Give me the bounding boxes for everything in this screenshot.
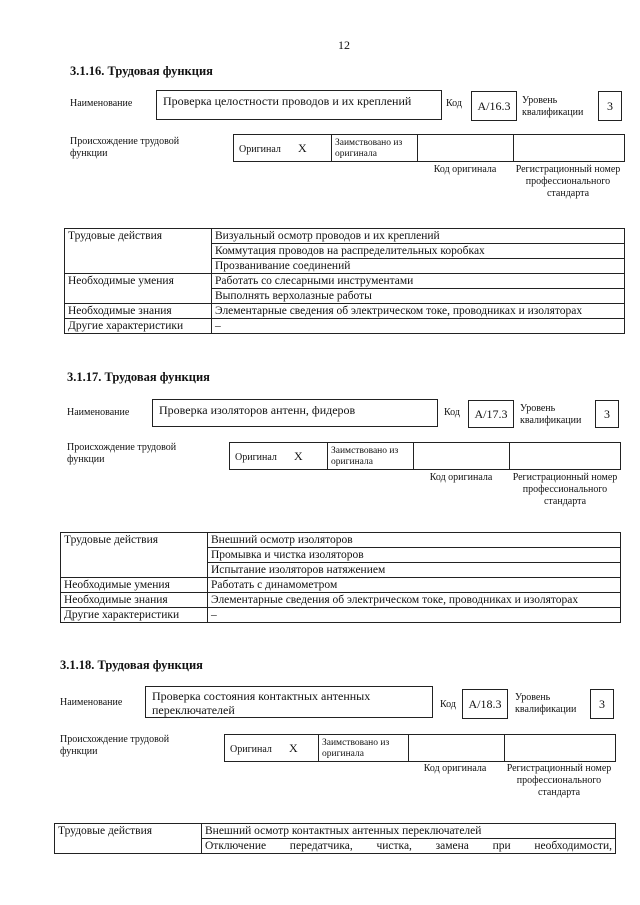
original-label: Оригинал	[230, 744, 272, 755]
code-original-label: Код оригинала	[433, 164, 497, 175]
code-label: Код	[444, 407, 460, 418]
origin-label: Происхождение трудовой функции	[70, 136, 180, 159]
other-label: Другие характеристики	[65, 319, 212, 334]
action-item: Отключение передатчика, чистка, замена при необходимости,	[202, 839, 616, 854]
level-label: Уровень квалификации	[522, 95, 584, 118]
action-item: Внешний осмотр изоляторов	[208, 533, 621, 548]
origin-table	[233, 134, 625, 162]
function-title: 3.1.16. Трудовая функция	[70, 64, 213, 78]
code-label: Код	[440, 699, 456, 710]
origin-label: Происхождение трудовой функции	[67, 442, 177, 465]
function-code: A/17.3	[468, 400, 514, 428]
function-code: A/18.3	[462, 689, 508, 719]
reg-number-label: Регистрационный номер профессионального стандарта	[512, 472, 618, 507]
knowledge-label: Необходимые знания	[61, 593, 208, 608]
knowledge-label: Необходимые знания	[65, 304, 212, 319]
other-value: –	[208, 608, 621, 623]
skill-item: Работать с динамометром	[208, 578, 621, 593]
function-name: Проверка целостности проводов и их креплений	[156, 90, 442, 120]
skills-label: Необходимые умения	[61, 578, 208, 593]
function-level: 3	[595, 400, 619, 428]
original-label: Оригинал	[235, 452, 277, 463]
code-original-label: Код оригинала	[429, 472, 493, 483]
knowledge-item: Элементарные сведения об электрическом токе, проводниках и изоляторах	[212, 304, 625, 319]
function-details-table	[54, 823, 616, 854]
function-name: Проверка состояния контактных антенных переключателей	[145, 686, 433, 718]
original-mark: X	[294, 449, 303, 463]
code-original-label: Код оригинала	[423, 763, 487, 774]
other-value: –	[212, 319, 625, 334]
borrowed-label: Заимствовано из оригинала	[322, 738, 390, 759]
function-title: 3.1.17. Трудовая функция	[67, 370, 210, 384]
origin-table	[229, 442, 621, 470]
skills-label: Необходимые умения	[65, 274, 212, 304]
action-item: Промывка и чистка изоляторов	[208, 548, 621, 563]
function-level: 3	[598, 91, 622, 121]
labor-actions-label: Трудовые действия	[65, 229, 212, 274]
function-code: A/16.3	[471, 91, 517, 121]
function-details-table	[64, 228, 625, 334]
skill-item: Работать со слесарными инструментами	[212, 274, 625, 289]
function-title: 3.1.18. Трудовая функция	[60, 658, 203, 672]
level-label: Уровень квалификации	[520, 403, 582, 426]
borrowed-label: Заимствовано из оригинала	[331, 446, 399, 467]
action-item: Испытание изоляторов натяжением	[208, 563, 621, 578]
labor-actions-label: Трудовые действия	[61, 533, 208, 578]
skill-item: Выполнять верхолазные работы	[212, 289, 625, 304]
reg-number-label: Регистрационный номер профессионального стандарта	[506, 763, 612, 798]
page-number: 12	[338, 38, 350, 52]
function-name: Проверка изоляторов антенн, фидеров	[152, 399, 438, 427]
other-label: Другие характеристики	[61, 608, 208, 623]
reg-number-label: Регистрационный номер профессионального стандарта	[515, 164, 621, 199]
original-mark: X	[289, 741, 298, 755]
name-label: Наименование	[70, 98, 133, 109]
origin-label: Происхождение трудовой функции	[60, 734, 170, 757]
action-item: Визуальный осмотр проводов и их креплений	[212, 229, 625, 244]
original-label: Оригинал	[239, 144, 281, 155]
code-label: Код	[446, 98, 462, 109]
name-label: Наименование	[60, 697, 123, 708]
knowledge-item: Элементарные сведения об электрическом токе, проводниках и изоляторах	[208, 593, 621, 608]
action-item: Прозванивание соединений	[212, 259, 625, 274]
original-mark: X	[298, 141, 307, 155]
name-label: Наименование	[67, 407, 130, 418]
action-item: Коммутация проводов на распределительных коробках	[212, 244, 625, 259]
labor-actions-label: Трудовые действия	[55, 824, 202, 854]
level-label: Уровень квалификации	[515, 692, 577, 715]
action-item: Внешний осмотр контактных антенных переключателей	[202, 824, 616, 839]
function-details-table	[60, 532, 621, 623]
function-level: 3	[590, 689, 614, 719]
borrowed-label: Заимствовано из оригинала	[335, 138, 403, 159]
origin-table	[224, 734, 616, 762]
